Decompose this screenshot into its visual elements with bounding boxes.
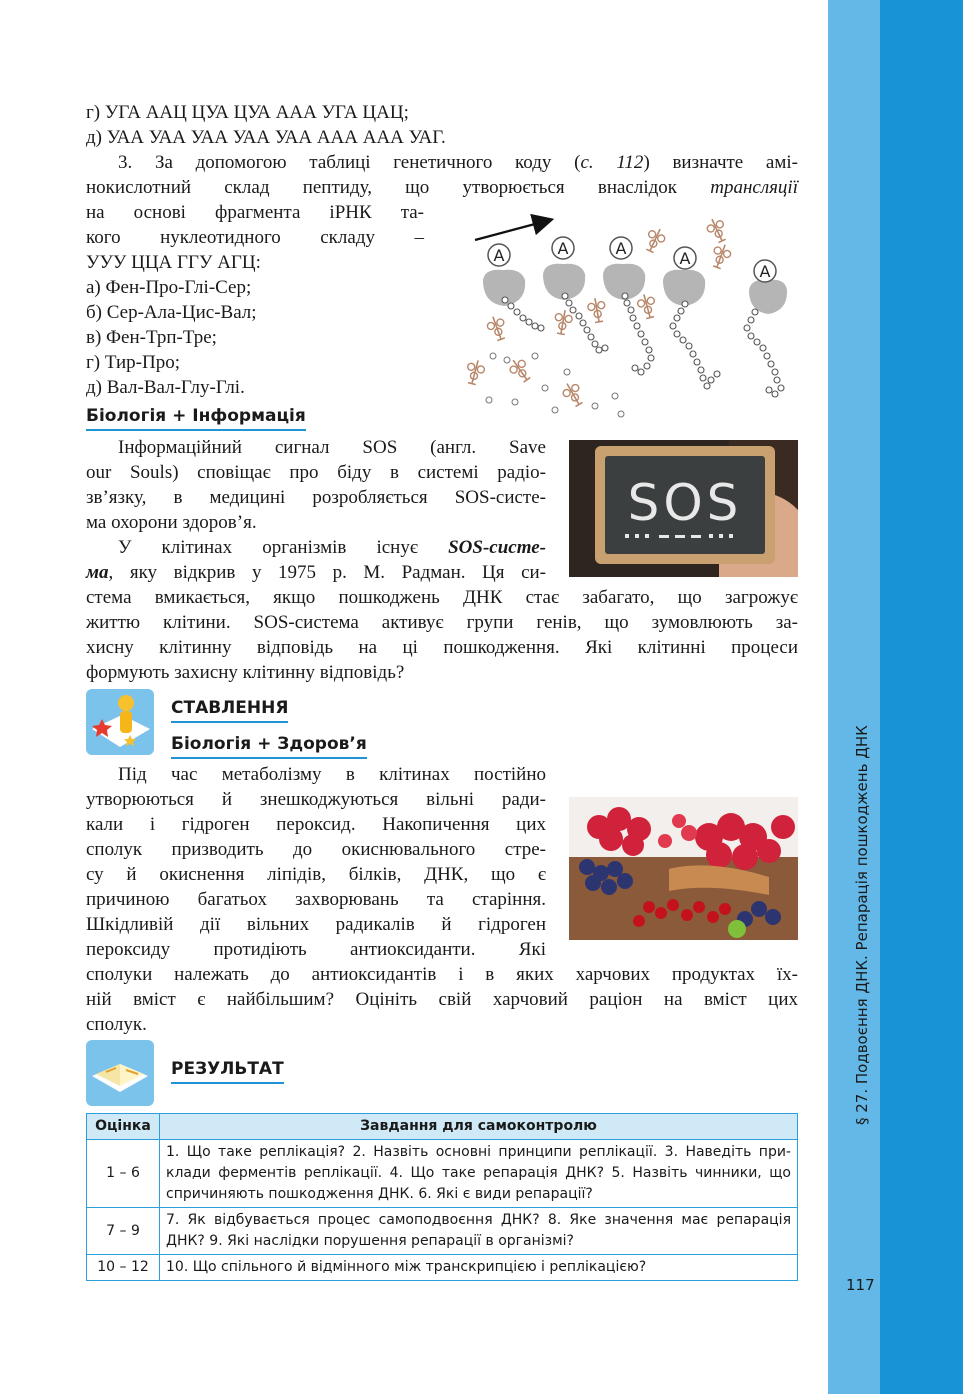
bio-info-p1-line3: зв’язку, в медицині розробляється SOS-систе- <box>86 487 546 508</box>
attitude-line4: сполук призводить до окиснювального стре- <box>86 839 546 860</box>
task2-option-g: г) УГА ААЦ ЦУА ЦУА ААА УГА ЦАЦ; <box>86 102 409 123</box>
task3-line5: УУУ ЦЦА ГГУ АГЦ: <box>86 252 261 273</box>
attitude-line5: су й окиснення ліпідів, білків, ДНК, що є <box>86 864 546 885</box>
attitude-line1: Під час метаболізму в клітинах постійно <box>118 764 546 785</box>
table-row <box>87 1140 798 1208</box>
sidebar-light-stripe <box>828 0 880 1394</box>
task3-line3: на основі фрагмента іРНК та- <box>86 202 424 223</box>
attitude-line10: ній вміст є найбільшим? Оцініть свій харчовий раціон на вміст цих <box>86 989 798 1010</box>
translation-illustration <box>455 210 800 425</box>
attitude-line7: Шкідливій дії вільних радикалів й гідроген <box>86 914 546 935</box>
task3-option-v: в) Фен-Трп-Тре; <box>86 327 217 348</box>
grade-cell: 7 – 9 <box>87 1208 160 1255</box>
free-amino-acids <box>486 353 624 417</box>
berries-photo <box>569 797 798 940</box>
table-row <box>87 1208 798 1255</box>
ribosome-2 <box>543 237 585 300</box>
ribosome-3 <box>603 237 645 300</box>
attitude-line2: утворюються й знешкоджуються вільні ради- <box>86 789 546 810</box>
grade-column-header: Оцінка <box>87 1114 160 1140</box>
grade-cell: 10 – 12 <box>87 1255 160 1281</box>
task3-line1: 3. За допомогою таблиці генетичного коду (с. 112) визначте амі- <box>118 152 798 173</box>
table-row <box>87 1255 798 1281</box>
task3-option-d: д) Вал-Вал-Глу-Глі. <box>86 377 245 398</box>
svg-text:A: A <box>557 239 569 258</box>
attitude-heading: СТАВЛЕННЯ <box>171 698 288 723</box>
task2-option-d: д) УАА УАА УАА УАА УАА ААА ААА УАГ. <box>86 127 446 148</box>
bio-info-p2-line5: хисну клітинну відповідь на ці пошкодження. Які клітинні процеси <box>86 637 798 658</box>
peptide-chains <box>502 293 784 397</box>
bio-info-p2-line6: формують захисну клітинну відповідь? <box>86 662 405 683</box>
sidebar-dark-stripe <box>880 0 963 1394</box>
svg-text:A: A <box>679 249 691 268</box>
tasks-line: спричиняють пошкодження ДНК. 6. Які є види репарації? <box>166 1186 593 1202</box>
direction-arrow <box>475 220 550 240</box>
ribosome-4 <box>663 247 705 306</box>
svg-text:SOS: SOS <box>627 474 743 532</box>
svg-text:A: A <box>493 246 505 265</box>
table-header-row <box>87 1114 798 1140</box>
task3-option-b: б) Сер-Ала-Цис-Вал; <box>86 302 257 323</box>
tasks-line: 1. Що таке реплікація? 2. Назвіть основні принципи реплікації. 3. Наведіть при- <box>166 1144 791 1160</box>
bio-info-p1-line4: ма охорони здоров’я. <box>86 512 257 533</box>
attitude-line3: кали і гідроген пероксид. Накопичення цих <box>86 814 546 835</box>
tasks-cell <box>160 1255 798 1281</box>
bio-info-p1-line2: our Souls) сповіщає про біду в системі радіо- <box>86 462 546 483</box>
tasks-cell <box>160 1140 798 1208</box>
attitude-line9: сполуки належать до антиоксидантів і в яких харчових продуктах їх- <box>86 964 798 985</box>
tasks-line: 7. Як відбувається процес самоподвоєння ДНК? 8. Яке значення має репарація <box>166 1212 791 1228</box>
page-number: 117 <box>846 1276 875 1294</box>
result-section-icon <box>86 1040 154 1106</box>
sos-board-photo <box>569 440 798 577</box>
self-check-table <box>86 1113 798 1281</box>
grade-cell: 1 – 6 <box>87 1140 160 1208</box>
task3-line2: нокислотний склад пептиду, що утворюється внаслідок трансляції <box>86 177 798 198</box>
task3-option-a: а) Фен-Про-Глі-Сер; <box>86 277 252 298</box>
tasks-column-header: Завдання для самоконтролю <box>160 1114 798 1140</box>
bio-info-p2-line4: життю клітини. SOS-система активує групи генів, що зумовлюють за- <box>86 612 798 633</box>
tasks-line: 10. Що спільного й відмінного між транскрипцією і реплікацією? <box>166 1259 647 1275</box>
task3-line4: кого нуклеотидного складу – <box>86 227 424 248</box>
attitude-line8: пероксиду протидіють антиоксиданти. Які <box>86 939 546 960</box>
bio-info-p2-line3: стема вмикається, якщо пошкоджень ДНК стає забагато, що загрожує <box>86 587 798 608</box>
attitude-section-icon <box>86 689 154 755</box>
attitude-line6: причиною багатьох захворювань та старіння. <box>86 889 546 910</box>
attitude-line11: сполук. <box>86 1014 147 1035</box>
svg-text:A: A <box>615 239 627 258</box>
bio-info-heading: Біологія + Інформація <box>86 406 306 431</box>
bio-info-p2-line2: ма, яку відкрив у 1975 р. М. Радман. Ця си- <box>86 562 546 583</box>
result-heading: РЕЗУЛЬТАТ <box>171 1059 284 1084</box>
task3-option-g: г) Тир-Про; <box>86 352 180 373</box>
svg-text:A: A <box>759 262 771 281</box>
bio-info-p1-line1: Інформаційний сигнал SOS (англ. Save <box>118 437 546 458</box>
ribosome-5 <box>749 260 787 314</box>
tasks-line: клади ферментів реплікації. 4. Що таке репарація ДНК? 5. Назвіть чинники, що <box>166 1165 791 1181</box>
tasks-cell <box>160 1208 798 1255</box>
tasks-line: ДНК? 9. Які наслідки порушення репарації в організмі? <box>166 1233 574 1249</box>
bio-info-p2-line1: У клітинах організмів існує SOS-систе- <box>118 537 546 558</box>
running-title: § 27. Подвоєння ДНК. Репарація пошкоджень ДНК <box>853 725 871 1125</box>
attitude-subheading: Біологія + Здоров’я <box>171 734 367 759</box>
